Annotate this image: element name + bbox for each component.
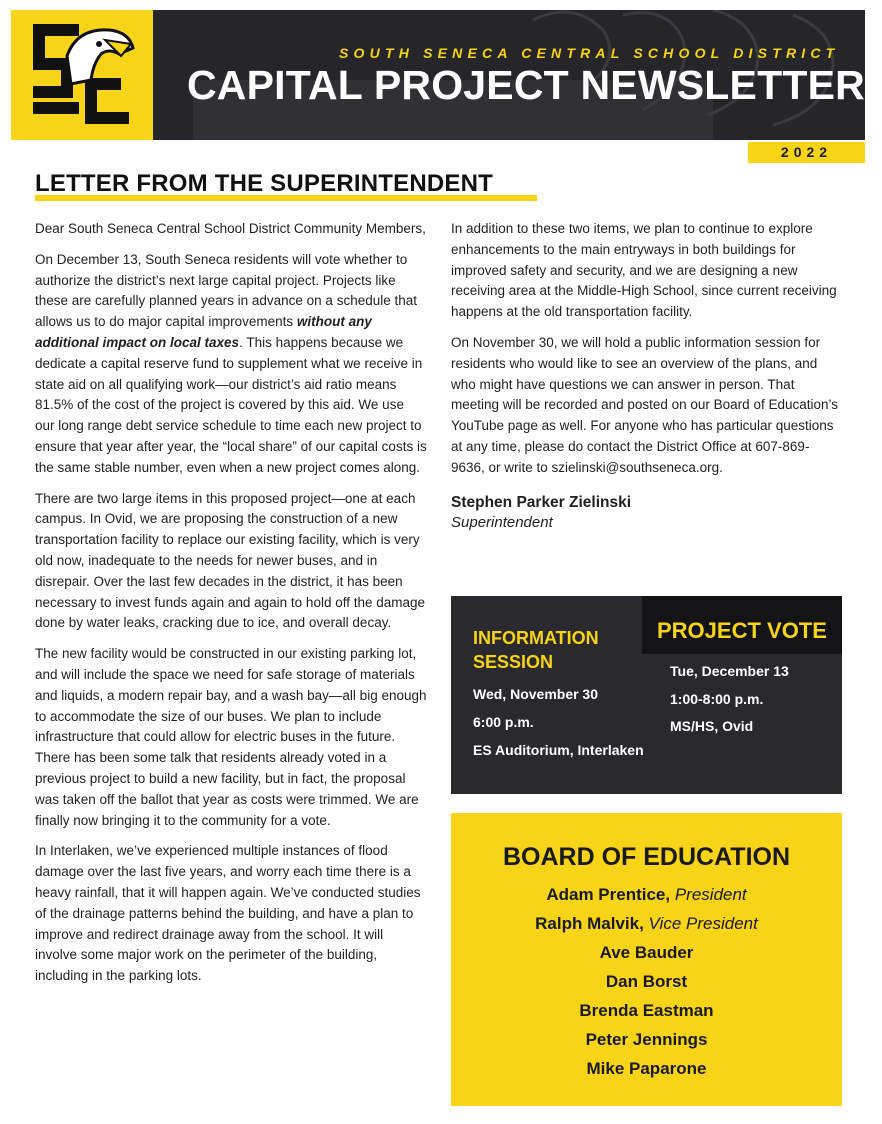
member-name: Brenda Eastman [579, 1001, 714, 1020]
member-role: President [670, 885, 747, 904]
project-vote-location: MS/HS, Ovid [670, 718, 754, 734]
newsletter-header [11, 10, 865, 140]
district-name: SOUTH SENECA CENTRAL SCHOOL DISTRICT [339, 45, 840, 61]
info-session-date: Wed, November 30 [473, 686, 599, 702]
logo-panel [11, 10, 153, 140]
letter-column-right [451, 219, 843, 534]
board-member [451, 972, 842, 992]
letter-column-left [35, 219, 427, 997]
board-member [451, 914, 842, 934]
paragraph-text: On December 13, South Seneca residents will vote whether to authorize the district’s next large capital project. Projects like these are carefully planned years in advance on a schedule that allows us to do major capital improvements [35, 251, 418, 330]
member-name: Adam Prentice, [546, 885, 671, 904]
info-session-location: ES Auditorium, Interlaken [473, 742, 644, 758]
info-session-time: 6:00 p.m. [473, 714, 534, 730]
letter-paragraph-6: On November 30, we will hold a public information session for residents who would like to see an overview of the plans, and who might have questions we can answer in person. That meeting will be recorded and posted on our Board of Education’s YouTube page as well. For anyone who has particular questions at any time, please do contact the District Office at 607-869-9636, or write to szielinski@southseneca.org. [451, 334, 838, 475]
board-member [451, 943, 842, 963]
events-panel [451, 596, 842, 794]
board-member [451, 1001, 842, 1021]
board-of-education-panel [451, 813, 842, 1106]
board-member [451, 885, 842, 905]
info-session-heading-line: SESSION [473, 652, 554, 672]
letter-title: LETTER FROM THE SUPERINTENDENT [35, 170, 494, 197]
member-name: Dan Borst [605, 972, 688, 991]
board-member [451, 1030, 842, 1050]
info-session-heading [473, 626, 599, 674]
board-member [451, 1059, 842, 1079]
board-title: BOARD OF EDUCATION [502, 843, 791, 871]
member-name: Ralph Malvik, [535, 914, 644, 933]
letter-paragraph-3: The new facility would be constructed in our existing parking lot, and will include the space we need for safe storage of materials and liquids, a modern repair bay, and a wash bay—all big enough to accommodate the size of our buses. We plan to include infrastructure that could allow for electric buses in the future. There has been some talk that residents already voted in a previous project to build a new facility, but in fact, the proposal was taken off the ballot that year as costs were trimmed. We are finally now bringing it to the community for a vote. [35, 646, 427, 828]
letter-paragraph-5: In addition to these two items, we plan to continue to explore enhancements to the main entryways in both buildings for improved safety and security, and we are designing a new receiving area at the Middle-High School, since current receiving happens at the old transportation facility. [451, 221, 837, 320]
letter-paragraph-1 [35, 250, 427, 479]
member-role: Vice President [643, 914, 758, 933]
salutation: Dear South Seneca Central School District Community Members, [35, 221, 426, 236]
member-name: Mike Paparone [586, 1059, 707, 1078]
year-badge: 2022 [748, 142, 865, 163]
emphasis-text: without any additional impact on local taxes [35, 314, 372, 350]
project-vote-heading: PROJECT VOTE [657, 618, 827, 643]
member-name: Peter Jennings [585, 1030, 708, 1049]
member-name: Ave Bauder [599, 943, 694, 962]
paragraph-text: . This happens because we dedicate a capital reserve fund to supplement what we receive in state aid on all qualifying work—our district’s aid ratio means 81.5% of the cost of the project is covered by this aid. We use our long range debt service schedule to time each new project to ensure that year after year, the “local share” of our capital costs is the same stable number, even when a new project comes along. [35, 334, 427, 475]
letter-paragraph-4: In Interlaken, we’ve experienced multiple instances of flood damage over the last five years, and worry each time there is a heavy rainfall, that it will happen again. We’ve conducted studies of the drainage patterns behind the building, and have a plan to improve and redirect drainage away from the school. It will involve some major work on the perimeter of the building, including in the parking lots. [35, 843, 421, 984]
project-vote-date: Tue, December 13 [670, 663, 789, 679]
signature-title: Superintendent [451, 514, 553, 532]
falcon-ss-logo-icon [27, 18, 137, 130]
project-vote-time: 1:00-8:00 p.m. [670, 691, 764, 707]
signature-name: Stephen Parker Zielinski [451, 493, 632, 511]
newsletter-title: CAPITAL PROJECT NEWSLETTER [187, 62, 865, 108]
info-session-heading-line: INFORMATION [473, 628, 599, 648]
letter-paragraph-2: There are two large items in this proposed project—one at each campus. In Ovid, we are proposing the construction of a new transportation facility to replace our existing facility, which is very old now, inadequate to the needs for newer buses, and in disrepair. Over the last few decades in the district, it has been necessary to invest funds again and again to hold off the damage done by water leaks, cracking due to ice, and overall decay. [35, 490, 426, 631]
